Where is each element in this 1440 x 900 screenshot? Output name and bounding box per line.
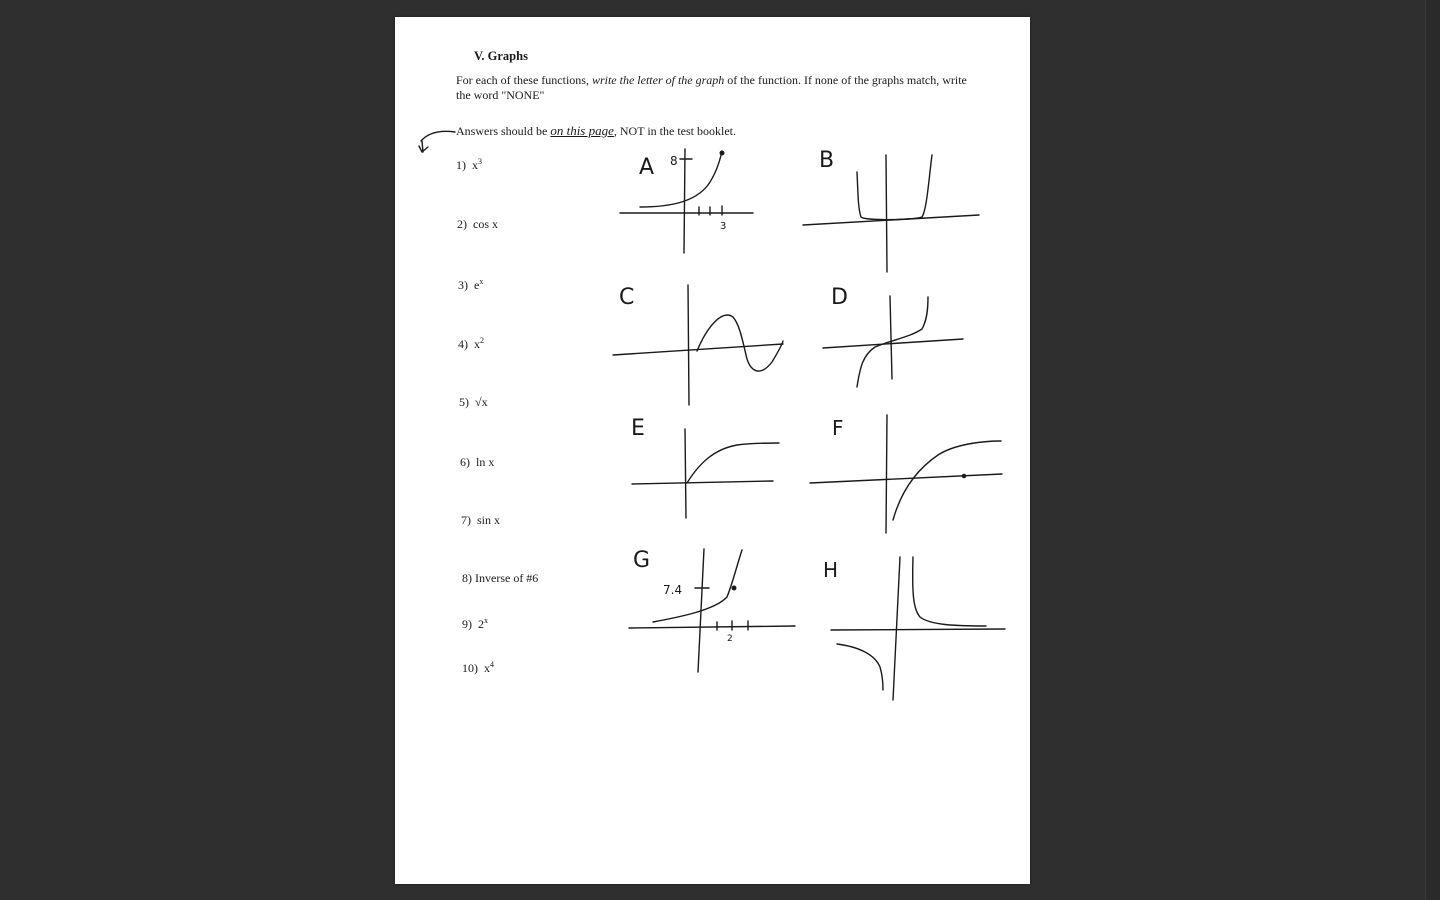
x-axis: [613, 344, 783, 355]
x-axis: [831, 629, 1005, 630]
question-exponent: 3: [478, 157, 482, 166]
curve: [857, 155, 932, 220]
curve: [893, 441, 1001, 520]
x-axis: [629, 626, 795, 628]
x-axis: [632, 481, 773, 484]
curve: [687, 443, 779, 483]
curve: [857, 297, 928, 387]
section-title: V. Graphs: [474, 49, 528, 63]
question-1: [456, 157, 482, 173]
margin-arrow: [421, 131, 455, 141]
graph-letter: D: [831, 285, 848, 310]
question-4: [458, 336, 484, 352]
question-number: 10): [462, 661, 478, 675]
question-text: x: [474, 337, 480, 351]
question-7: [461, 513, 500, 528]
question-number: 6): [460, 455, 470, 469]
curve-left: [837, 644, 883, 690]
question-number: 8): [462, 571, 472, 585]
question-text: 2: [478, 617, 484, 631]
y-axis: [893, 557, 900, 700]
margin-arrow-head: [419, 141, 428, 152]
question-exponent: x: [484, 616, 488, 625]
y-axis: [698, 549, 704, 672]
point: [962, 474, 965, 477]
graph-y-label: 8: [670, 154, 678, 168]
answers-note-prefix: Answers should be: [456, 124, 551, 138]
instructions-part3: of the function. If none of the graphs match, write the word "NONE": [456, 73, 967, 102]
question-exponent: x: [479, 277, 484, 286]
instructions-emphasis: write the letter of the graph: [591, 73, 725, 87]
question-6: [460, 455, 494, 470]
question-text: e: [474, 278, 480, 292]
x-axis: [810, 474, 1002, 483]
question-9: [462, 616, 488, 632]
graph-letter: E: [631, 416, 645, 441]
graph-h: [823, 557, 1005, 700]
question-number: 5): [459, 395, 469, 409]
tick-marks: [680, 159, 722, 215]
question-number: 3): [458, 278, 468, 292]
question-number: 9): [462, 617, 472, 631]
curve: [640, 151, 722, 207]
graph-c: [613, 285, 783, 405]
viewer-edge: [1425, 0, 1440, 900]
question-text: Inverse of #6: [475, 571, 539, 585]
graph-x-label: 2: [727, 634, 733, 644]
y-axis: [685, 429, 686, 518]
question-5: [459, 395, 488, 410]
graph-a: [620, 149, 753, 253]
question-text: ln x: [476, 455, 495, 469]
graph-f: [810, 415, 1002, 533]
question-10: [462, 660, 494, 676]
point: [720, 151, 724, 155]
x-axis: [823, 339, 963, 348]
y-axis: [890, 296, 892, 379]
question-number: 4): [458, 337, 468, 351]
question-number: 7): [461, 513, 471, 527]
tick-marks: [695, 588, 748, 630]
curve: [653, 550, 742, 622]
point: [732, 586, 736, 590]
graph-g: [629, 548, 795, 672]
graph-letter: F: [832, 416, 844, 440]
instructions: [456, 73, 976, 103]
question-3: [458, 277, 483, 293]
y-axis: [684, 149, 685, 253]
question-number: 2): [457, 217, 467, 231]
graph-sketches: [395, 17, 1030, 884]
x-axis: [803, 215, 979, 225]
graph-y-label: 7.4: [663, 583, 683, 597]
graph-x-label: 3: [720, 221, 727, 232]
graph-letter: G: [633, 548, 651, 573]
question-exponent: 4: [490, 660, 494, 669]
y-axis: [886, 155, 887, 272]
graph-letter: C: [619, 285, 635, 310]
question-text: x: [472, 158, 478, 172]
question-number: 1): [456, 158, 466, 172]
answers-note-suffix: , NOT in the test booklet.: [613, 124, 736, 138]
question-text: √x: [475, 395, 488, 409]
graph-letter: A: [639, 155, 655, 180]
question-text: cos x: [473, 217, 498, 231]
document-page: [395, 17, 1030, 884]
answers-note: [456, 123, 736, 139]
y-axis: [688, 285, 689, 405]
instructions-part1: For each of these functions,: [456, 73, 592, 87]
y-axis: [886, 415, 887, 533]
answers-note-emphasis: on this page: [550, 123, 614, 138]
question-2: [457, 217, 498, 232]
question-8: [462, 571, 538, 586]
graph-letter: B: [819, 148, 835, 173]
graph-b: [803, 148, 979, 272]
graph-d: [823, 285, 963, 387]
question-text: sin x: [477, 513, 501, 527]
question-text: x: [484, 661, 490, 675]
question-exponent: 2: [480, 336, 484, 345]
graph-e: [631, 416, 779, 518]
curve: [697, 315, 783, 371]
curve-right: [913, 557, 986, 626]
graph-letter: H: [823, 558, 839, 582]
